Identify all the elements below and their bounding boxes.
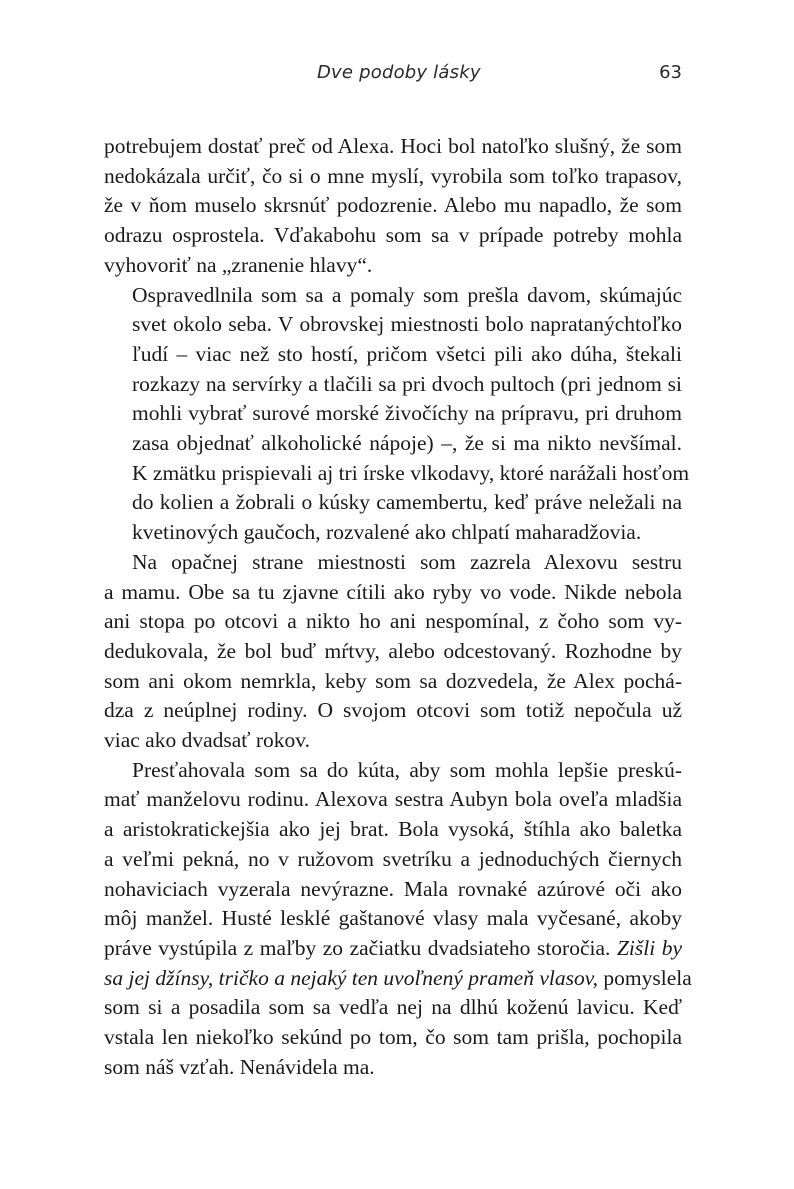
text-line: a mamu. Obe sa tu zjavne cítili ako ryby vo vode. Nikde nebola <box>104 579 682 604</box>
text-line: nedokázala určiť, čo si o mne myslí, vyrobila som toľko trapasov, <box>104 163 682 188</box>
text-line: som si a posadila som sa vedľa nej na dlhú koženú lavicu. Keď <box>104 995 682 1020</box>
text-line: kvetinových gaučoch, rozvalené ako chlpatí maharadžovia. <box>132 520 642 545</box>
text-line: potrebujem dostať preč od Alexa. Hoci bol natoľko slušný, že som <box>104 134 682 158</box>
text-line: ľudí – viac než sto hostí, pričom všetci pili ako dúha, štekali <box>132 341 682 366</box>
body-text <box>104 132 692 1083</box>
text-line <box>104 934 682 964</box>
running-header <box>104 62 682 88</box>
text-line: som náš vzťah. Nenávidela ma. <box>104 1054 375 1079</box>
page-number: 63 <box>659 62 682 83</box>
text-line: vstala len niekoľko sekúnd po tom, čo som tam prišla, pochopila <box>104 1025 682 1050</box>
text-line: mohli vybrať surové morské živočíchy na prípravu, pri druhom <box>132 401 682 426</box>
text-segment: pomyslela <box>603 965 692 990</box>
text-line: som ani okom nemrkla, keby som sa dozvedela, že Alex pochá- <box>104 668 682 693</box>
text-line: viac ako dvadsať rokov. <box>104 728 311 753</box>
paragraph-4 <box>104 756 692 1083</box>
text-line: zasa objednať alkoholické nápoje) –, že si ma nikto nevšímal. <box>132 431 682 456</box>
text-segment: práve vystúpila z maľby zo začiatku dvadsiateho storočia. <box>104 935 611 960</box>
text-line: svet okolo seba. V obrovskej miestnosti bolo napratanýchtoľko <box>132 312 682 337</box>
text-line: odrazu osprostela. Vďakabohu som sa v prípade potreby mohla <box>104 223 682 248</box>
text-line: dza z neúplnej rodiny. O svojom otcovi som totiž nepočula už <box>104 698 682 723</box>
text-line: dedukovala, že bol buď mŕtvy, alebo odcestovaný. Rozhodne by <box>104 638 682 663</box>
text-line: do kolien a žobrali o kúsky camembertu, keď práve neležali na <box>132 490 682 515</box>
text-line: môj manžel. Husté lesklé gaštanové vlasy mala vyčesané, akoby <box>104 906 682 931</box>
text-line: a aristokratickejšia ako jej brat. Bola vysoká, štíhla ako baletka <box>104 817 682 842</box>
italic-segment: sa jej džínsy, tričko a nejaký ten uvoľnený prameň vlasov, <box>104 965 599 990</box>
text-line: K zmätku prispievali aj tri írske vlkodavy, ktoré narážali hosťom <box>132 460 690 485</box>
italic-segment: Zišli by <box>616 935 683 960</box>
paragraph-2 <box>104 281 690 548</box>
text-line: rozkazy na servírky a tlačili sa pri dvoch pultoch (pri jednom si <box>132 371 682 396</box>
text-line: Ospravedlnila som sa a pomaly som prešla davom, skúmajúc <box>132 282 682 307</box>
text-line: mať manželovu rodinu. Alexova sestra Aubyn bola oveľa mladšia <box>104 787 682 812</box>
text-line: a veľmi pekná, no v ružovom svetríku a jednoduchých čiernych <box>104 846 682 871</box>
text-line: Na opačnej strane miestnosti som zazrela Alexovu sestru <box>132 549 682 574</box>
text-line: že v ňom muselo skrsnúť podozrenie. Alebo mu napadlo, že som <box>104 193 682 218</box>
paragraph-1 <box>104 132 682 281</box>
text-line: ani stopa po otcovi a nikto ho ani nespomínal, z čoho som vy- <box>104 609 682 634</box>
text-line: vyhovoriť na „zranenie hlavy“. <box>104 252 373 277</box>
text-line: Presťahovala som sa do kúta, aby som mohla lepšie preskú- <box>132 757 682 782</box>
paragraph-3 <box>104 548 682 756</box>
text-line: nohaviciach vyzerala nevýrazne. Mala rovnaké azúrové oči ako <box>104 876 682 901</box>
text-line <box>104 964 692 994</box>
running-title: Dve podoby lásky <box>317 62 481 83</box>
